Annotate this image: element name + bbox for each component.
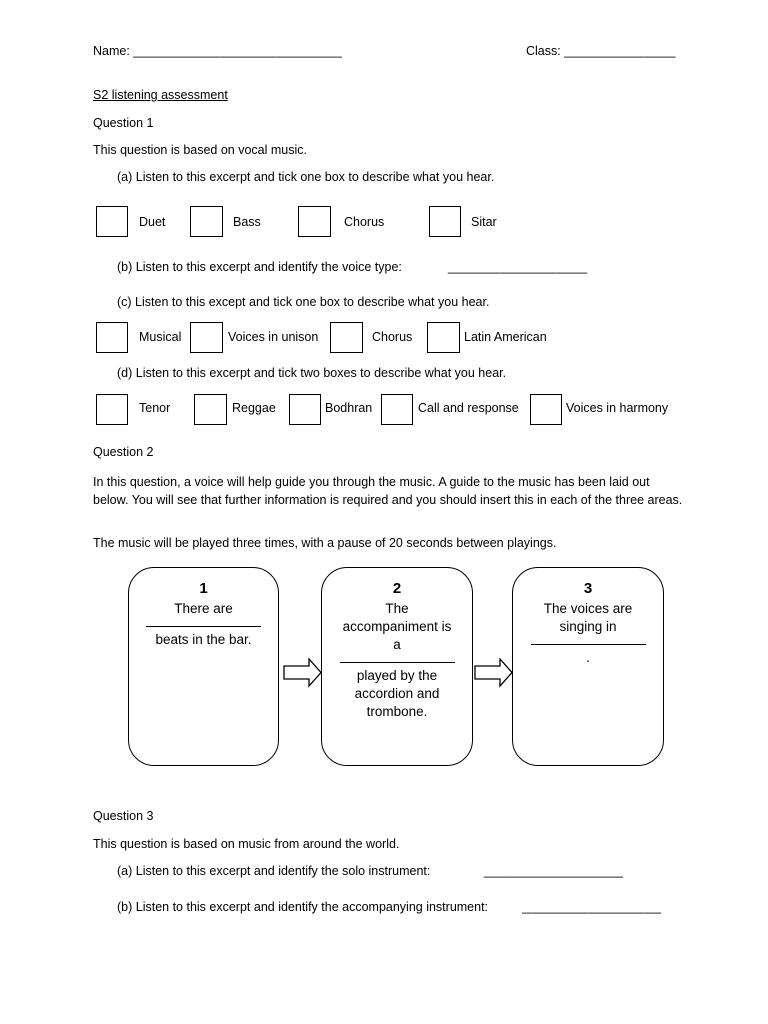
- q1d-checkbox-reggae[interactable]: [194, 394, 227, 425]
- q1c-option-label: Latin American: [464, 330, 547, 344]
- question-2-title: Question 2: [93, 445, 154, 459]
- q1a-option-label: Sitar: [471, 215, 497, 229]
- card-answer-line[interactable]: [146, 618, 261, 627]
- q1d-checkbox-call-and-response[interactable]: [381, 394, 413, 425]
- card-text: There are: [174, 601, 233, 616]
- card-text: .: [586, 650, 590, 665]
- q1a-checkbox-chorus[interactable]: [298, 206, 331, 237]
- card-number: 3: [583, 580, 593, 597]
- name-field[interactable]: Name: ______________________________: [93, 44, 342, 58]
- q1a-option-label: Duet: [139, 215, 166, 229]
- question-3-intro: This question is based on music from around the world.: [93, 837, 400, 851]
- q1a-option-label: Chorus: [344, 215, 385, 229]
- q1b-answer-blank[interactable]: ____________________: [448, 260, 588, 274]
- q1d-option-label: Tenor: [139, 401, 171, 415]
- q1c-option-label: Chorus: [372, 330, 413, 344]
- q1d-prompt: (d) Listen to this excerpt and tick two boxes to describe what you hear.: [117, 366, 507, 380]
- question-3-title: Question 3: [93, 809, 154, 823]
- q1d-checkbox-bodhran[interactable]: [289, 394, 321, 425]
- q1d-option-label: Voices in harmony: [566, 401, 669, 415]
- q3b-answer-blank[interactable]: ____________________: [522, 900, 662, 914]
- music-guide-card-3: [512, 567, 664, 766]
- q3a-prompt: (a) Listen to this excerpt and identify the solo instrument:: [117, 864, 431, 878]
- q1a-checkbox-bass[interactable]: [190, 206, 223, 237]
- card-text: The accompaniment is a: [342, 601, 452, 652]
- card-text: beats in the bar.: [155, 632, 252, 647]
- question-1-title: Question 1: [93, 116, 154, 130]
- class-field[interactable]: Class: ________________: [526, 44, 676, 58]
- card-text: played by the accordion and trombone.: [354, 668, 440, 719]
- question-1-intro: This question is based on vocal music.: [93, 143, 307, 157]
- music-guide-card-2: [321, 567, 473, 766]
- q1d-checkbox-voices-in-harmony[interactable]: [530, 394, 562, 425]
- q1c-checkbox-musical[interactable]: [96, 322, 128, 353]
- question-2-playback-note: The music will be played three times, with a pause of 20 seconds between playings.: [93, 536, 557, 550]
- music-guide-card-1: [128, 567, 279, 766]
- q1c-checkbox-chorus[interactable]: [330, 322, 363, 353]
- q1b-prompt: (b) Listen to this excerpt and identify the voice type:: [117, 260, 402, 274]
- arrow-right-icon: [283, 658, 323, 688]
- card-number: 1: [199, 580, 208, 597]
- q1c-option-label: Voices in unison: [228, 330, 319, 344]
- question-2-instructions: In this question, a voice will help guide you through the music. A guide to the music has been laid out below. You will see that further information is required and you should insert this in each of the three areas.: [93, 475, 683, 507]
- q3b-prompt: (b) Listen to this excerpt and identify the accompanying instrument:: [117, 900, 489, 914]
- card-text: The voices are singing in: [543, 601, 633, 634]
- card-answer-line[interactable]: [531, 636, 646, 645]
- q1d-option-label: Reggae: [232, 401, 276, 415]
- q1d-option-label: Bodhran: [325, 401, 373, 415]
- page-title: S2 listening assessment: [93, 88, 228, 102]
- q1a-option-label: Bass: [233, 215, 261, 229]
- q1a-checkbox-duet[interactable]: [96, 206, 128, 237]
- q1a-prompt: (a) Listen to this excerpt and tick one box to describe what you hear.: [117, 170, 495, 184]
- q1d-checkbox-tenor[interactable]: [96, 394, 128, 425]
- card-answer-line[interactable]: [340, 654, 455, 663]
- q1a-checkbox-sitar[interactable]: [429, 206, 461, 237]
- q1c-checkbox-voices-in-unison[interactable]: [190, 322, 223, 353]
- card-number: 2: [392, 580, 402, 597]
- q1c-option-label: Musical: [139, 330, 182, 344]
- q1c-checkbox-latin-american[interactable]: [427, 322, 460, 353]
- q1c-prompt: (c) Listen to this except and tick one box to describe what you hear.: [117, 295, 490, 309]
- arrow-right-icon: [474, 658, 514, 688]
- q1d-option-label: Call and response: [418, 401, 519, 415]
- q3a-answer-blank[interactable]: ____________________: [484, 864, 624, 878]
